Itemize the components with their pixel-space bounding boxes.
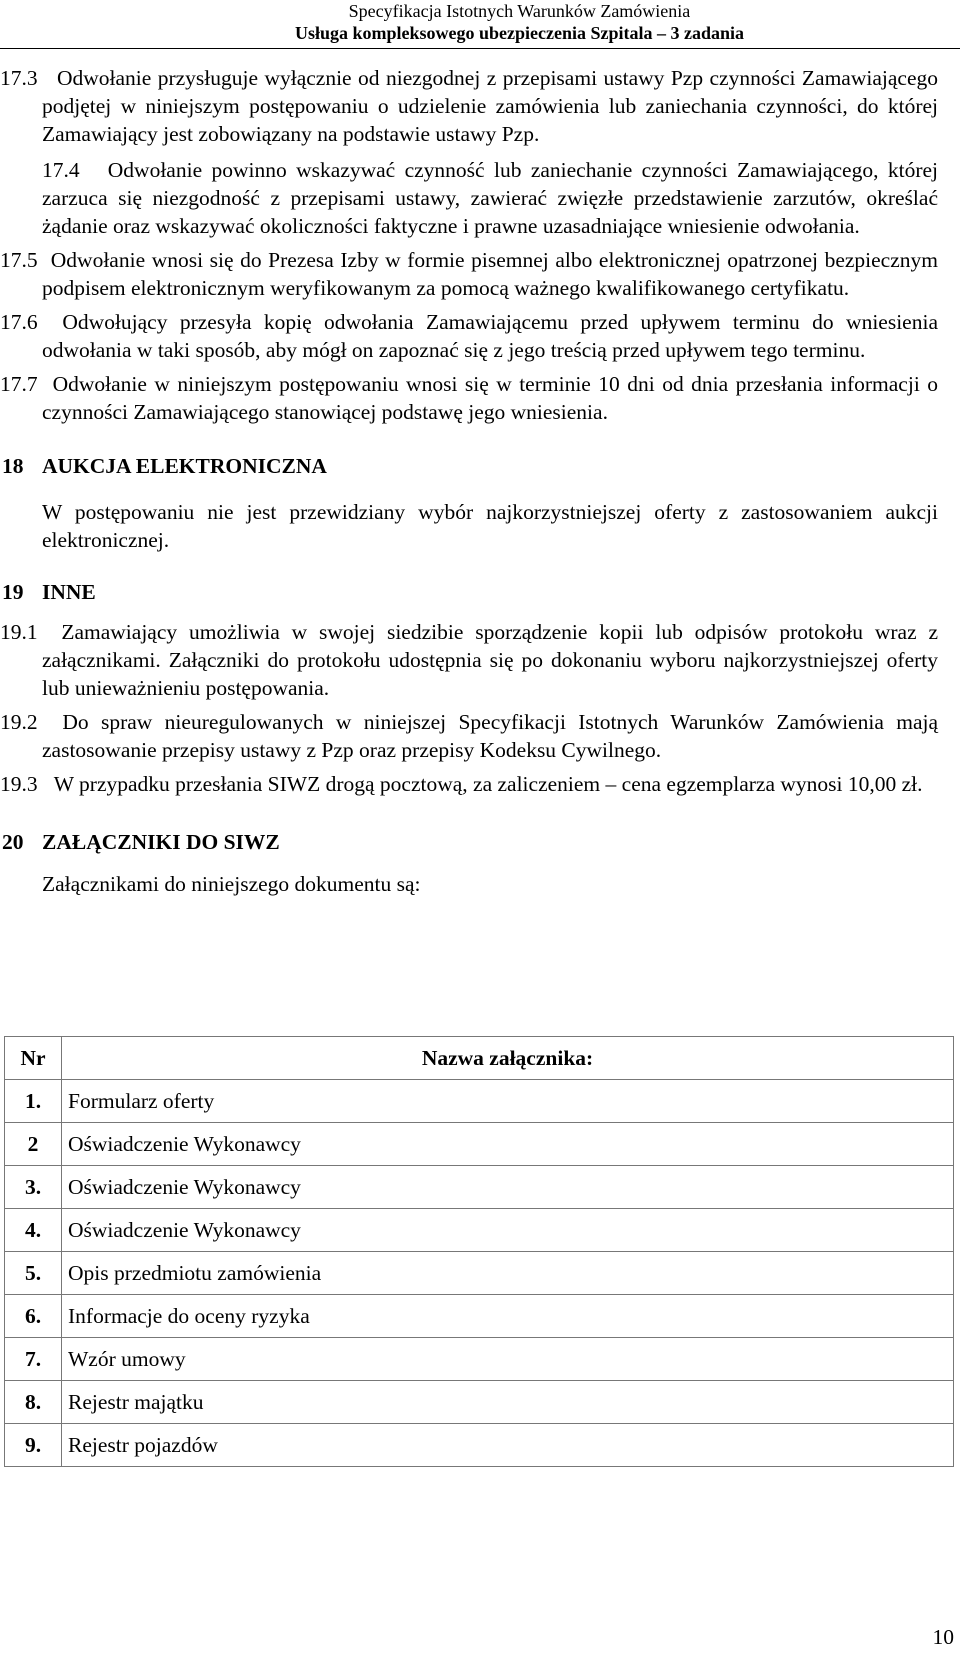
section-title: ZAŁĄCZNIKI DO SIWZ bbox=[42, 830, 280, 854]
row-name: Opis przedmiotu zamówienia bbox=[62, 1252, 954, 1295]
paragraph-17-5 bbox=[0, 246, 960, 302]
column-header-nr: Nr bbox=[5, 1037, 62, 1080]
row-nr: 3. bbox=[5, 1166, 62, 1209]
column-header-name: Nazwa załącznika: bbox=[62, 1037, 954, 1080]
header-line-1: Specyfikacja Istotnych Warunków Zamówienia bbox=[348, 1, 691, 21]
row-nr: 6. bbox=[5, 1295, 62, 1338]
page-number: 10 bbox=[932, 1625, 954, 1649]
row-nr: 1. bbox=[5, 1080, 62, 1123]
table-row bbox=[5, 1209, 954, 1252]
row-name: Oświadczenie Wykonawcy bbox=[62, 1209, 954, 1252]
paragraph-number: 19.1 bbox=[0, 620, 38, 644]
paragraph-text: Do spraw nieuregulowanych w niniejszej Specyfikacji Istotnych Warunków Zamówienia mają zastosowanie przepisy ustawy z Pzp oraz przepisy Kodeksu Cywilnego. bbox=[42, 710, 939, 762]
paragraph-number: 17.3 bbox=[0, 66, 38, 90]
paragraph-number: 19.3 bbox=[0, 772, 38, 796]
paragraph-text: Zamawiający umożliwia w swojej siedzibie sporządzenie kopii lub odpisów protokołu wraz z załącznikami. Załączniki do protokołu udostępnia się po dokonaniu wyboru najkorzystniejszej oferty lub unieważnieniu postępowania. bbox=[42, 620, 939, 700]
paragraph-19-1 bbox=[0, 618, 960, 702]
paragraph-19-2 bbox=[0, 708, 960, 764]
paragraph-17-3 bbox=[0, 64, 960, 148]
paragraph-number: 19.2 bbox=[0, 710, 38, 734]
section-20-heading bbox=[0, 828, 960, 856]
section-18-text: W postępowaniu nie jest przewidziany wybór najkorzystniejszej oferty z zastosowaniem aukcji elektronicznej. bbox=[42, 500, 938, 552]
section-number: 18 bbox=[2, 454, 24, 478]
row-name: Rejestr majątku bbox=[62, 1381, 954, 1424]
section-number: 20 bbox=[2, 830, 24, 854]
row-name: Oświadczenie Wykonawcy bbox=[62, 1166, 954, 1209]
table-row bbox=[5, 1338, 954, 1381]
paragraph-number: 17.6 bbox=[0, 310, 38, 334]
table-row bbox=[5, 1295, 954, 1338]
paragraph-17-4 bbox=[0, 156, 960, 240]
row-nr: 9. bbox=[5, 1424, 62, 1467]
table-row bbox=[5, 1424, 954, 1467]
row-name: Wzór umowy bbox=[62, 1338, 954, 1381]
paragraph-text: Odwołujący przesyła kopię odwołania Zamawiającemu przed upływem terminu do wniesienia odwołania w taki sposób, aby mógł on zapoznać się z jego treścią przed upływem tego terminu. bbox=[42, 310, 938, 362]
row-name: Oświadczenie Wykonawcy bbox=[62, 1123, 954, 1166]
table-header-row bbox=[5, 1037, 954, 1080]
row-nr: 2 bbox=[5, 1123, 62, 1166]
document-body bbox=[0, 64, 960, 898]
table-row bbox=[5, 1080, 954, 1123]
paragraph-number: 17.7 bbox=[0, 372, 38, 396]
row-nr: 7. bbox=[5, 1338, 62, 1381]
paragraph-text: W przypadku przesłania SIWZ drogą pocztową, za zaliczeniem – cena egzemplarza wynosi 10,00 zł. bbox=[53, 772, 923, 796]
table-row bbox=[5, 1381, 954, 1424]
table-row bbox=[5, 1123, 954, 1166]
table-row bbox=[5, 1166, 954, 1209]
row-name: Informacje do oceny ryzyka bbox=[62, 1295, 954, 1338]
paragraph-text: Odwołanie wnosi się do Prezesa Izby w formie pisemnej albo elektronicznej opatrzonej bezpiecznym podpisem elektronicznym weryfikowanym za pomocą ważnego kwalifikowanego certyfikatu. bbox=[42, 248, 938, 300]
row-name: Formularz oferty bbox=[62, 1080, 954, 1123]
section-title: AUKCJA ELEKTRONICZNA bbox=[42, 454, 327, 478]
section-19-heading bbox=[0, 578, 960, 606]
section-title: INNE bbox=[42, 580, 96, 604]
section-number: 19 bbox=[2, 580, 24, 604]
page-header bbox=[295, 0, 744, 44]
attachments-table bbox=[4, 1036, 954, 1467]
row-nr: 4. bbox=[5, 1209, 62, 1252]
paragraph-19-3 bbox=[0, 770, 960, 798]
section-20-intro: Załącznikami do niniejszego dokumentu są: bbox=[42, 872, 421, 896]
row-name: Rejestr pojazdów bbox=[62, 1424, 954, 1467]
paragraph-text: Odwołanie powinno wskazywać czynność lub zaniechanie czynności Zamawiającego, której zarzuca się niezgodność z przepisami ustawy, zawierać zwięzłe przedstawienie zarzutów, określać żądanie oraz wskazywać okoliczności faktyczne i prawne uzasadniające wniesienie odwołania. bbox=[42, 158, 939, 238]
table-row bbox=[5, 1252, 954, 1295]
header-line-2: Usługa kompleksowego ubezpieczenia Szpitala – 3 zadania bbox=[294, 23, 744, 43]
paragraph-text: Odwołanie w niniejszym postępowaniu wnosi się w terminie 10 dni od dnia przesłania informacji o czynności Zamawiającego stanowiącej podstawę jego wniesienia. bbox=[42, 372, 939, 424]
header-divider bbox=[0, 48, 960, 49]
row-nr: 8. bbox=[5, 1381, 62, 1424]
paragraph-text: Odwołanie przysługuje wyłącznie od niezgodnej z przepisami ustawy Pzp czynności Zamawiającego podjętej w niniejszym postępowaniu o udzielenie zamówienia lub zaniechania czynności, do której Zamawiający jest zobowiązany na podstawie ustawy Pzp. bbox=[42, 66, 938, 146]
section-18-heading bbox=[0, 452, 960, 480]
paragraph-number: 17.5 bbox=[0, 248, 38, 272]
paragraph-number: 17.4 bbox=[42, 158, 80, 182]
row-nr: 5. bbox=[5, 1252, 62, 1295]
paragraph-17-7 bbox=[0, 370, 960, 426]
paragraph-17-6 bbox=[0, 308, 960, 364]
